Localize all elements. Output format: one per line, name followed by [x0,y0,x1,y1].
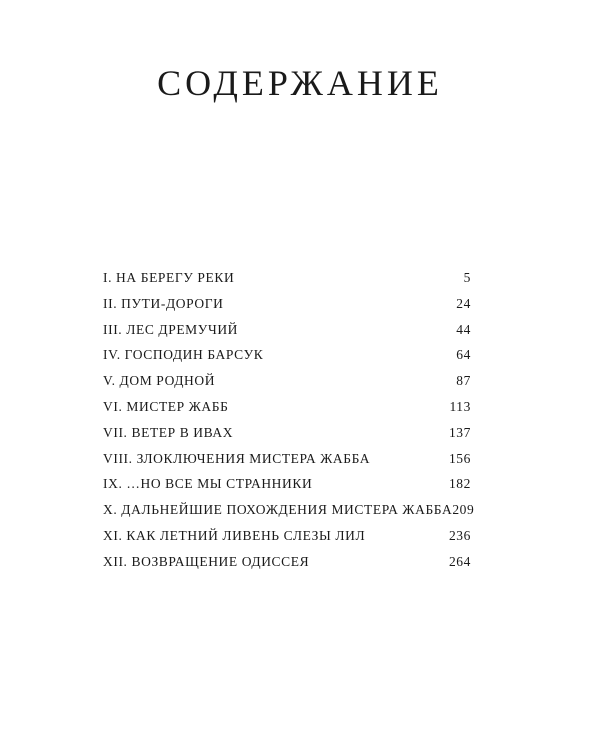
toc-entry-title: X. ДАЛЬНЕЙШИЕ ПОХОЖДЕНИЯ МИСТЕРА ЖАББА [103,502,453,518]
toc-entry[interactable] [103,502,475,528]
toc-entry[interactable] [103,373,471,399]
toc-entry-title: IV. ГОСПОДИН БАРСУК [103,347,264,363]
toc-entry-title: II. ПУТИ-ДОРОГИ [103,295,224,311]
toc-entry-title: IX. …НО ВСЕ МЫ СТРАННИКИ [103,476,313,492]
toc-entry[interactable] [103,296,471,322]
toc-entry-title: VII. ВЕТЕР В ИВАХ [103,424,234,440]
toc-entry-page: 64 [456,347,471,363]
toc-entry[interactable] [103,476,471,502]
table-of-contents [103,270,475,580]
toc-entry-title: I. НА БЕРЕГУ РЕКИ [103,270,235,285]
toc-entry-page: 87 [456,373,471,389]
toc-entry[interactable] [103,451,471,477]
toc-entry-title: V. ДОМ РОДНОЙ [103,373,216,389]
toc-entry-title: III. ЛЕС ДРЕМУЧИЙ [103,321,239,337]
toc-entry-page: 209 [452,502,475,518]
toc-entry[interactable] [103,347,471,373]
toc-entry-title: VIII. ЗЛОКЛЮЧЕНИЯ МИСТЕРА ЖАББА [103,450,371,466]
toc-entry-title: XI. КАК ЛЕТНИЙ ЛИВЕНЬ СЛЕЗЫ ЛИЛ [103,527,366,543]
toc-entry[interactable] [103,425,471,451]
page-title: СОДЕРЖАНИЕ [157,63,443,103]
toc-entry-title: XII. ВОЗВРАЩЕНИЕ ОДИССЕЯ [103,553,310,569]
toc-entry-page: 264 [448,553,471,569]
toc-entry[interactable] [103,528,471,554]
toc-entry-page: 44 [456,321,471,337]
toc-entry[interactable] [103,270,471,296]
toc-entry-page: 236 [448,527,471,543]
toc-entry[interactable] [103,554,471,580]
toc-entry-page: 137 [448,424,471,440]
toc-entry-title: VI. МИСТЕР ЖАББ [103,398,229,414]
toc-entry-page: 24 [456,295,471,311]
toc-entry-page: 182 [448,476,471,492]
toc-entry-page: 113 [449,398,471,414]
toc-entry[interactable] [103,322,471,348]
toc-entry-page: 156 [448,450,471,466]
toc-entry-page: 5 [463,270,471,285]
toc-entry[interactable] [103,399,471,425]
